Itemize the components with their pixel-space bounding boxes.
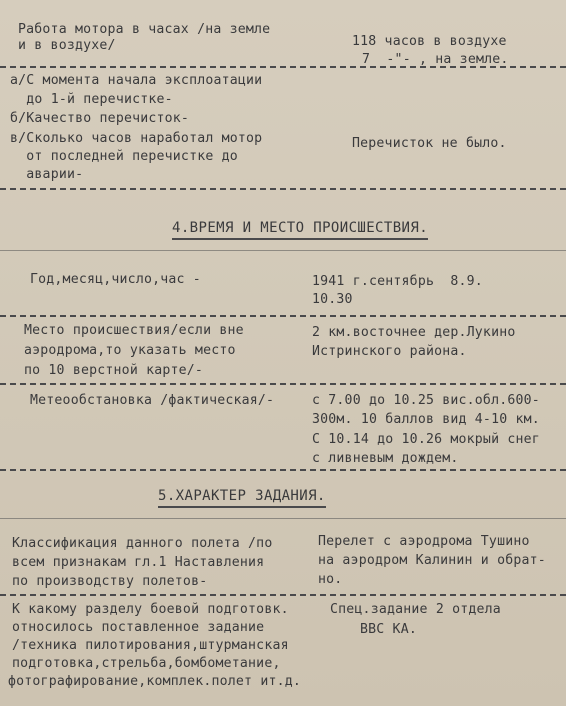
weather-value-line3: С 10.14 до 10.26 мокрый снег bbox=[312, 432, 540, 447]
classification-value-line1: Перелет с аэродрома Тушино bbox=[318, 534, 530, 549]
exploit-label-line6: аварии- bbox=[10, 167, 84, 182]
classification-value-line2: на аэродром Калинин и обрат- bbox=[318, 553, 546, 568]
place-value-line1: 2 км.восточнее дер.Лукино bbox=[312, 325, 516, 340]
divider-line bbox=[0, 383, 566, 385]
exploit-label-line3: б/Качество перечисток- bbox=[10, 111, 190, 126]
divider-line bbox=[0, 469, 566, 471]
divider-line bbox=[0, 250, 566, 251]
weather-value-line4: с ливневым дождем. bbox=[312, 451, 459, 466]
training-label-line3: /техника пилотирования,штурманская bbox=[12, 638, 289, 653]
divider-line bbox=[0, 594, 566, 596]
divider-line bbox=[0, 315, 566, 317]
classification-label-line3: по производству полетов- bbox=[12, 574, 208, 589]
datetime-label: Год,месяц,число,час - bbox=[30, 272, 201, 287]
place-label-line1: Место происшествия/если вне bbox=[24, 323, 244, 338]
exploit-label-line5: от последней перечистке до bbox=[10, 149, 238, 164]
weather-value-line1: с 7.00 до 10.25 вис.обл.600- bbox=[312, 393, 540, 408]
divider-line bbox=[0, 66, 566, 68]
training-label-line2: относилось поставленное задание bbox=[12, 620, 265, 635]
training-value-line2: ВВС КА. bbox=[360, 622, 417, 637]
datetime-value-line1: 1941 г.сентябрь 8.9. bbox=[312, 274, 483, 289]
training-value-line1: Спец.задание 2 отдела bbox=[330, 602, 501, 617]
classification-label-line2: всем признакам гл.1 Наставления bbox=[12, 555, 265, 570]
exploit-label-line4: в/Сколько часов наработал мотор bbox=[10, 131, 263, 146]
classification-label-line1: Классификация данного полета /по bbox=[12, 536, 273, 551]
exploit-value: Перечисток не было. bbox=[352, 136, 507, 151]
section-4-title: 4.ВРЕМЯ И МЕСТО ПРОИСШЕСТВИЯ. bbox=[172, 220, 428, 236]
motor-hours-label-line2: и в воздухе/ bbox=[18, 38, 116, 53]
datetime-value-line2: 10.30 bbox=[312, 292, 353, 307]
exploit-label-line2: до 1-й перечистке- bbox=[10, 92, 173, 107]
section-5-title: 5.ХАРАКТЕР ЗАДАНИЯ. bbox=[158, 488, 326, 504]
training-label-line5: фотографирование,комплек.полет ит.д. bbox=[8, 674, 302, 689]
classification-value-line3: но. bbox=[318, 572, 343, 587]
motor-hours-label-line1: Работа мотора в часах /на земле bbox=[18, 22, 271, 37]
divider-line bbox=[0, 518, 566, 519]
place-label-line3: по 10 верстной карте/- bbox=[24, 363, 204, 378]
exploit-label-line1: а/С момента начала эксплоатации bbox=[10, 73, 263, 88]
place-value-line2: Истринского района. bbox=[312, 344, 467, 359]
motor-hours-value-line1: 118 часов в воздухе bbox=[352, 34, 507, 49]
training-label-line1: К какому разделу боевой подготовк. bbox=[12, 602, 289, 617]
training-label-line4: подготовка,стрельба,бомбометание, bbox=[12, 656, 281, 671]
motor-hours-value-line2: 7 -"- , на земле. bbox=[362, 52, 509, 67]
weather-value-line2: 300м. 10 баллов вид 4-10 км. bbox=[312, 412, 540, 427]
divider-line bbox=[0, 188, 566, 190]
weather-label: Метеообстановка /фактическая/- bbox=[30, 393, 275, 408]
place-label-line2: аэродрома,то указать место bbox=[24, 343, 236, 358]
